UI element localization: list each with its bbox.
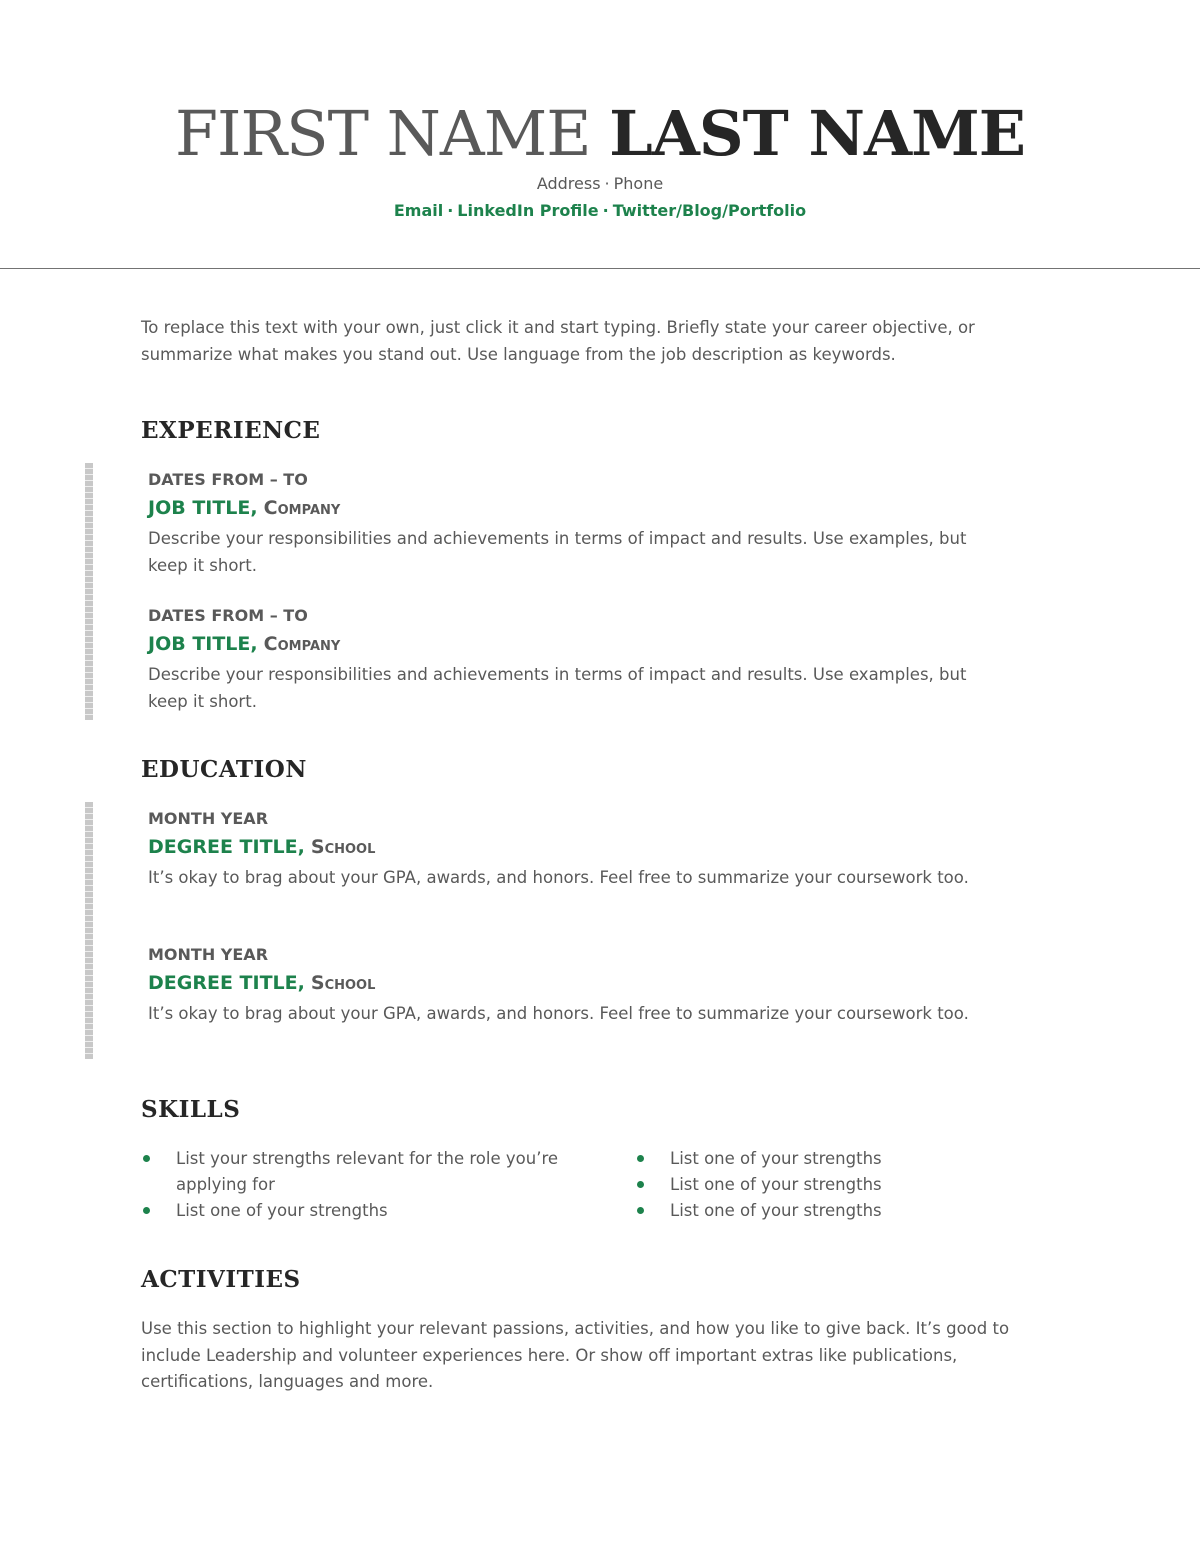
entry-description: It’s okay to brag about your GPA, awards, and honors. Feel free to summarize your coursework too. — [148, 1004, 969, 1023]
entry-dates: DATES FROM – TO — [148, 470, 308, 489]
education-entry[interactable] — [148, 807, 988, 891]
skill-text: List one of your strengths — [176, 1201, 388, 1220]
contact-separator: · — [602, 201, 609, 220]
skill-item[interactable] — [635, 1146, 1035, 1172]
bullet-icon — [637, 1207, 644, 1214]
last-name[interactable]: LAST NAME — [609, 97, 1026, 170]
skill-text: List one of your strengths — [670, 1149, 882, 1168]
full-name[interactable] — [0, 96, 1200, 172]
education-heading[interactable]: EDUCATION — [141, 756, 307, 783]
entry-dates: DATES FROM – TO — [148, 606, 308, 625]
skill-text: List your strengths relevant for the role you’re applying for — [176, 1149, 559, 1194]
bullet-icon — [143, 1155, 150, 1162]
entry-title-line — [148, 967, 988, 999]
skill-item[interactable] — [141, 1146, 586, 1198]
experience-entry[interactable] — [148, 604, 988, 715]
company-name: Company — [263, 633, 341, 655]
degree-title: DEGREE TITLE, — [148, 836, 305, 858]
address-text[interactable]: Address — [536, 174, 601, 193]
email-text[interactable]: Email — [393, 201, 444, 220]
skill-item[interactable] — [141, 1198, 586, 1224]
degree-title: DEGREE TITLE, — [148, 972, 305, 994]
skill-text: List one of your strengths — [670, 1201, 882, 1220]
experience-timeline-bar — [85, 463, 93, 720]
skill-item[interactable] — [635, 1172, 1035, 1198]
bullet-icon — [143, 1207, 150, 1214]
bullet-icon — [637, 1181, 644, 1188]
job-title: JOB TITLE, — [148, 497, 258, 519]
school-name: School — [310, 836, 376, 858]
education-timeline-bar — [85, 802, 93, 1059]
entry-description: Describe your responsibilities and achievements in terms of impact and results. Use examples, but keep it short. — [148, 665, 967, 711]
linkedin-text[interactable]: LinkedIn Profile — [457, 201, 599, 220]
entry-title-line — [148, 492, 988, 524]
entry-dates: MONTH YEAR — [148, 809, 269, 828]
entry-title-line — [148, 831, 988, 863]
objective-text[interactable]: To replace this text with your own, just click it and start typing. Briefly state your career objective, or summarize what makes you stand out. Use language from the job description as keywords. — [141, 318, 975, 364]
contact-line-address — [0, 174, 1200, 193]
skills-heading[interactable]: SKILLS — [141, 1096, 241, 1123]
contact-line-links — [0, 201, 1200, 220]
entry-dates: MONTH YEAR — [148, 945, 269, 964]
activities-heading[interactable]: ACTIVITIES — [141, 1266, 301, 1293]
entry-description: Describe your responsibilities and achievements in terms of impact and results. Use examples, but keep it short. — [148, 529, 967, 575]
contact-separator: · — [604, 174, 610, 193]
activities-text[interactable]: Use this section to highlight your relevant passions, activities, and how you like to give back. It’s good to include Leadership and volunteer experiences here. Or show off important extras like publications, certifications, languages and more. — [141, 1319, 1010, 1391]
entry-description: It’s okay to brag about your GPA, awards, and honors. Feel free to summarize your coursework too. — [148, 868, 969, 887]
experience-heading[interactable]: EXPERIENCE — [141, 417, 321, 444]
skill-text: List one of your strengths — [670, 1175, 882, 1194]
entry-title-line — [148, 628, 988, 660]
contact-separator: · — [447, 201, 454, 220]
skills-list-left — [141, 1146, 586, 1224]
school-name: School — [310, 972, 376, 994]
bullet-icon — [637, 1155, 644, 1162]
portfolio-text[interactable]: Twitter/Blog/Portfolio — [612, 201, 807, 220]
experience-entry[interactable] — [148, 468, 988, 579]
phone-text[interactable]: Phone — [613, 174, 664, 193]
skill-item[interactable] — [635, 1198, 1035, 1224]
skills-list-right — [635, 1146, 1035, 1224]
header-divider — [0, 268, 1200, 269]
company-name: Company — [263, 497, 341, 519]
first-name[interactable]: FIRST NAME — [174, 97, 591, 170]
job-title: JOB TITLE, — [148, 633, 258, 655]
education-entry[interactable] — [148, 943, 988, 1027]
